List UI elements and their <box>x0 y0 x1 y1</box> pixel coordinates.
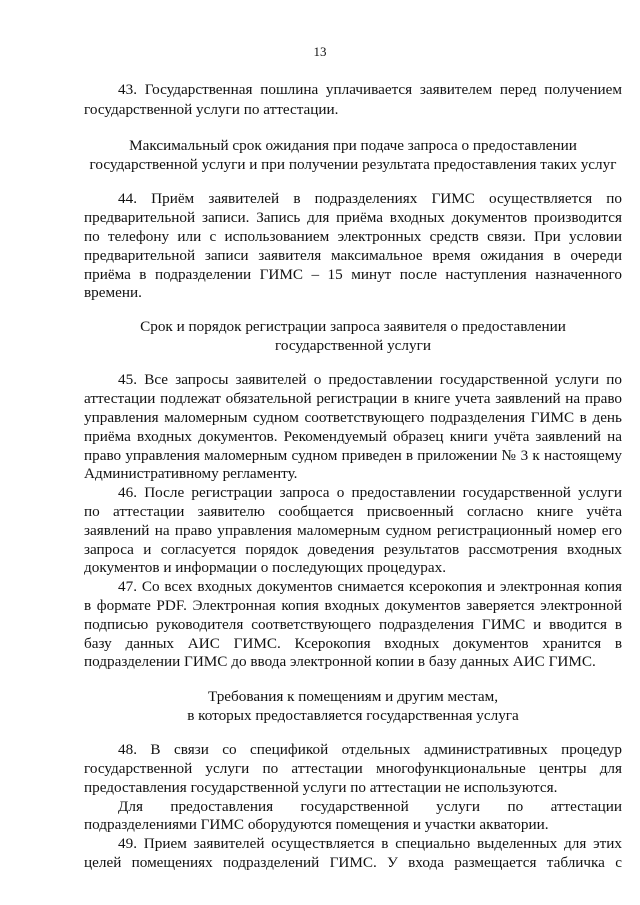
heading-registration-line-1: Срок и порядок регистрации запроса заявителя о предоставлении <box>140 318 566 335</box>
p49-line-2: целей помещениях подразделений ГИМС. У входа размещается табличка с <box>84 854 622 871</box>
heading-premises-line-1: Требования к помещениям и другим местам, <box>208 688 498 705</box>
p44-line-4: предварительной записи заявителя максимальное время ожидания в очереди <box>84 247 622 264</box>
p46-line-4: запроса и согласуется порядок доведения результатов рассмотрения входных <box>84 541 622 558</box>
heading-premises-line-2: в которых предоставляется государственная услуга <box>187 707 519 724</box>
p48b-line-2: подразделениями ГИМС оборудуются помещения и участки акватории. <box>84 816 549 833</box>
p44-line-6: времени. <box>84 284 142 301</box>
p45-line-1: 45. Все запросы заявителей о предоставлении государственной услуги по <box>118 371 622 388</box>
p46-line-3: заявлений на право управления маломерным судном регистрационный номер его <box>84 522 622 539</box>
p44-line-5: приёма в подразделении ГИМС – 15 минут после наступления назначенного <box>84 266 622 283</box>
p44-line-3: по телефону или с использованием электронных средств связи. При условии <box>84 228 622 245</box>
p47-line-5: подразделении ГИМС до ввода электронной копии в базу данных АИС ГИМС. <box>84 653 596 670</box>
p47-line-4: базу данных АИС ГИМС. Ксерокопия входных документов хранится в <box>84 635 622 652</box>
p43-line-1: 43. Государственная пошлина уплачивается заявителем перед получением <box>118 81 622 98</box>
p45-line-3: управления маломерным судном соответствующего подразделения ГИМС в день <box>84 409 622 426</box>
p46-line-2: по аттестации заявителю сообщается присвоенный согласно книге учёта <box>84 503 622 520</box>
heading-waiting-time-line-1: Максимальный срок ожидания при подаче запроса о предоставлении <box>129 137 577 154</box>
p44-line-2: предварительной записи. Запись для приёма входных документов производится <box>84 209 622 226</box>
p45-line-6: Административному регламенту. <box>84 465 298 482</box>
p48-line-2: государственной услуги по аттестации многофункциональные центры для <box>84 760 622 777</box>
heading-registration-line-2: государственной услуги <box>275 337 431 354</box>
p48b-line-1: Для предоставления государственной услуги по аттестации <box>118 798 622 815</box>
p47-line-2: в формате PDF. Электронная копия входных документов заверяется электронной <box>84 597 622 614</box>
p49-line-1: 49. Прием заявителей осуществляется в специально выделенных для этих <box>118 835 622 852</box>
p47-line-1: 47. Со всех входных документов снимается ксерокопия и электронная копия <box>118 578 622 595</box>
p46-line-5: документов и информации о последующих процедурах. <box>84 559 447 576</box>
p43-line-2: государственной услуги по аттестации. <box>84 101 339 118</box>
p45-line-2: аттестации подлежат обязательной регистрации в книге учета заявлений на право <box>84 390 622 407</box>
p44-line-1: 44. Приём заявителей в подразделениях ГИМС осуществляется по <box>118 190 622 207</box>
p46-line-1: 46. После регистрации запроса о предоставлении государственной услуги <box>118 484 622 501</box>
heading-waiting-time-line-2: государственной услуги и при получении результата предоставления таких услуг <box>89 156 617 173</box>
p48-line-3: предоставления государственной услуги по аттестации не используются. <box>84 779 558 796</box>
p45-line-4: приёма входных документов. Рекомендуемый образец книги учёта заявлений на <box>84 428 622 445</box>
p48-line-1: 48. В связи со спецификой отдельных административных процедур <box>118 741 622 758</box>
page-number: 13 <box>313 44 327 59</box>
p47-line-3: подписью руководителя соответствующего подразделения ГИМС и вводится в <box>84 616 622 633</box>
p45-line-5: право управления маломерным судном приведен в приложении № 3 к настоящему <box>84 447 622 464</box>
